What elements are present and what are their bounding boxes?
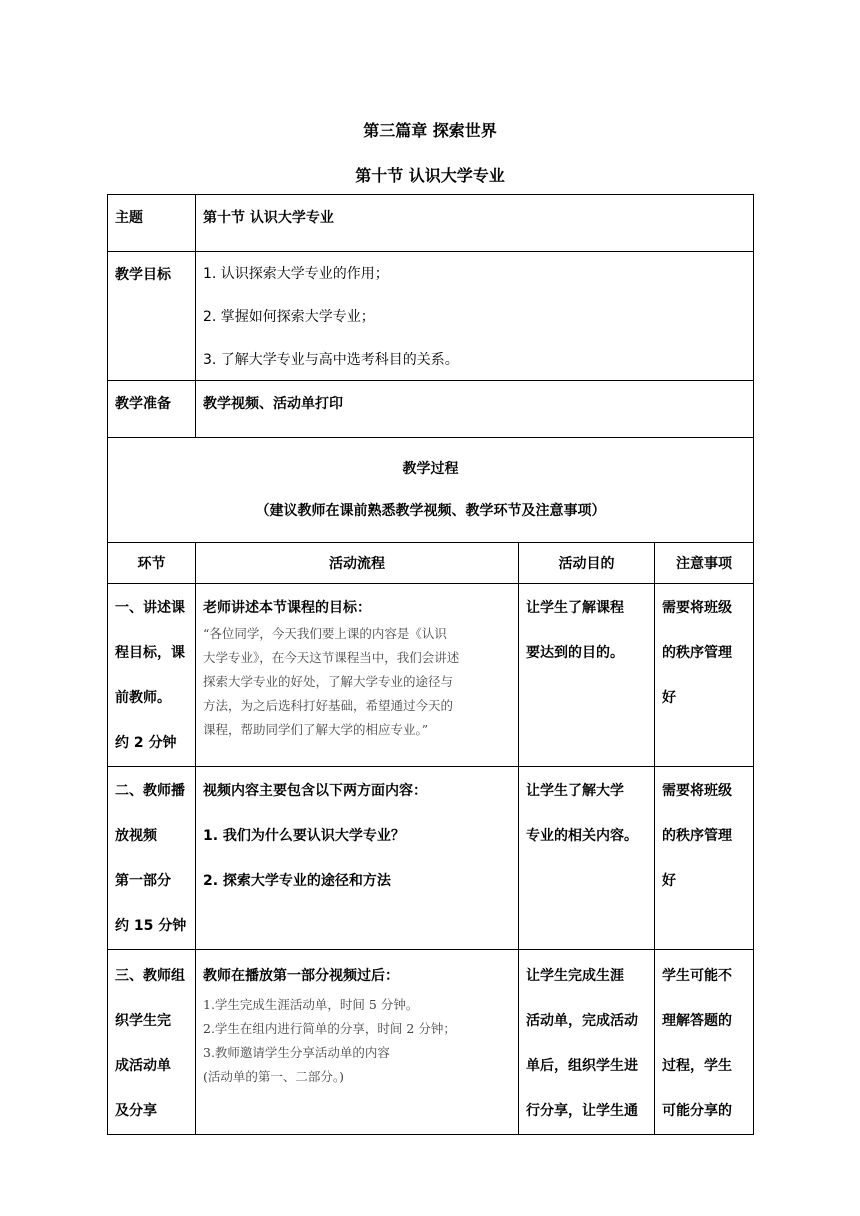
stage-cell: 二、教师播 放视频 第一部分 约 15 分钟	[108, 767, 196, 950]
notes-cell: 需要将班级 的秩序管理 好	[655, 584, 754, 767]
flow-item: 2. 探索大学专业的途径和方法	[203, 873, 391, 889]
goal-item: 3. 了解大学专业与高中选考科目的关系。	[203, 352, 459, 368]
flow-cell: 教师在播放第一部分视频过后： 1.学生完成生涯活动单，时间 5 分钟。 2.学生在组内进行简单的分享，时间 2 分钟； 3.教师邀请学生分享活动单的内容 (活动单的第一、二部分。)	[196, 950, 519, 1135]
topic-value: 第十节 认识大学专业	[196, 195, 754, 252]
goal-item: 1. 认识探索大学专业的作用；	[203, 266, 389, 282]
table-row	[108, 767, 754, 950]
table-row	[108, 950, 754, 1135]
topic-row	[108, 195, 754, 252]
stage-cell: 一、讲述课 程目标，课 前教师。 约 2 分钟	[108, 584, 196, 767]
col-header-stage: 环节	[108, 543, 196, 584]
col-header-flow: 活动流程	[196, 543, 519, 584]
goals-row	[108, 252, 754, 381]
purpose-cell: 让学生完成生涯 活动单，完成活动 单后，组织学生进 行分享，让学生通	[519, 950, 655, 1135]
notes-cell: 学生可能不 理解答题的 过程，学生 可能分享的	[655, 950, 754, 1135]
prep-row	[108, 381, 754, 438]
section-title: 第十节 认识大学专业	[355, 166, 505, 185]
chapter-title: 第三篇章 探索世界	[363, 121, 497, 140]
flow-quote: “各位同学，今天我们要上课的内容是《认识 大学专业》，在今天这节课程当中，我们会讲述 探索大学专业的好处，了解大学专业的途径与 方法，为之后选科打好基础，希望通过今天的 课程，帮助同学们了解大学的相应专业。”	[203, 626, 460, 737]
process-note: （建议教师在课前熟悉教学视频、教学环节及注意事项）	[255, 503, 606, 519]
prep-value: 教学视频、活动单打印	[196, 381, 754, 438]
prep-label: 教学准备	[108, 381, 196, 438]
col-header-purpose: 活动目的	[519, 543, 655, 584]
column-header-row	[108, 543, 754, 584]
lesson-table	[107, 194, 754, 1135]
stage-cell: 三、教师组 织学生完 成活动单 及分享	[108, 950, 196, 1135]
flow-item: 1. 我们为什么要认识大学专业？	[203, 828, 405, 844]
purpose-cell: 让学生了解课程 要达到的目的。	[519, 584, 655, 767]
goals-list	[196, 252, 754, 381]
goal-item: 2. 掌握如何探索大学专业；	[203, 309, 375, 325]
flow-cell: 老师讲述本节课程的目标： “各位同学，今天我们要上课的内容是《认识 大学专业》，在今天这节课程当中，我们会讲述 探索大学专业的好处，了解大学专业的途径与 方法，为之后选科打好基础，希望通过今天的 课程，帮助同学们了解大学的相应专业。”	[196, 584, 519, 767]
flow-steps: 1.学生完成生涯活动单，时间 5 分钟。 2.学生在组内进行简单的分享，时间 2 分钟； 3.教师邀请学生分享活动单的内容 (活动单的第一、二部分。)	[203, 997, 456, 1084]
purpose-cell: 让学生了解大学 专业的相关内容。	[519, 767, 655, 950]
process-title: 教学过程	[402, 461, 459, 477]
table-row	[108, 584, 754, 767]
topic-label: 主题	[108, 195, 196, 252]
notes-cell: 需要将班级 的秩序管理 好	[655, 767, 754, 950]
col-header-notes: 注意事项	[655, 543, 754, 584]
flow-cell: 视频内容主要包含以下两方面内容： 1. 我们为什么要认识大学专业？ 2. 探索大学专业的途径和方法	[196, 767, 519, 950]
process-header-row	[108, 438, 754, 543]
goals-label: 教学目标	[108, 252, 196, 381]
